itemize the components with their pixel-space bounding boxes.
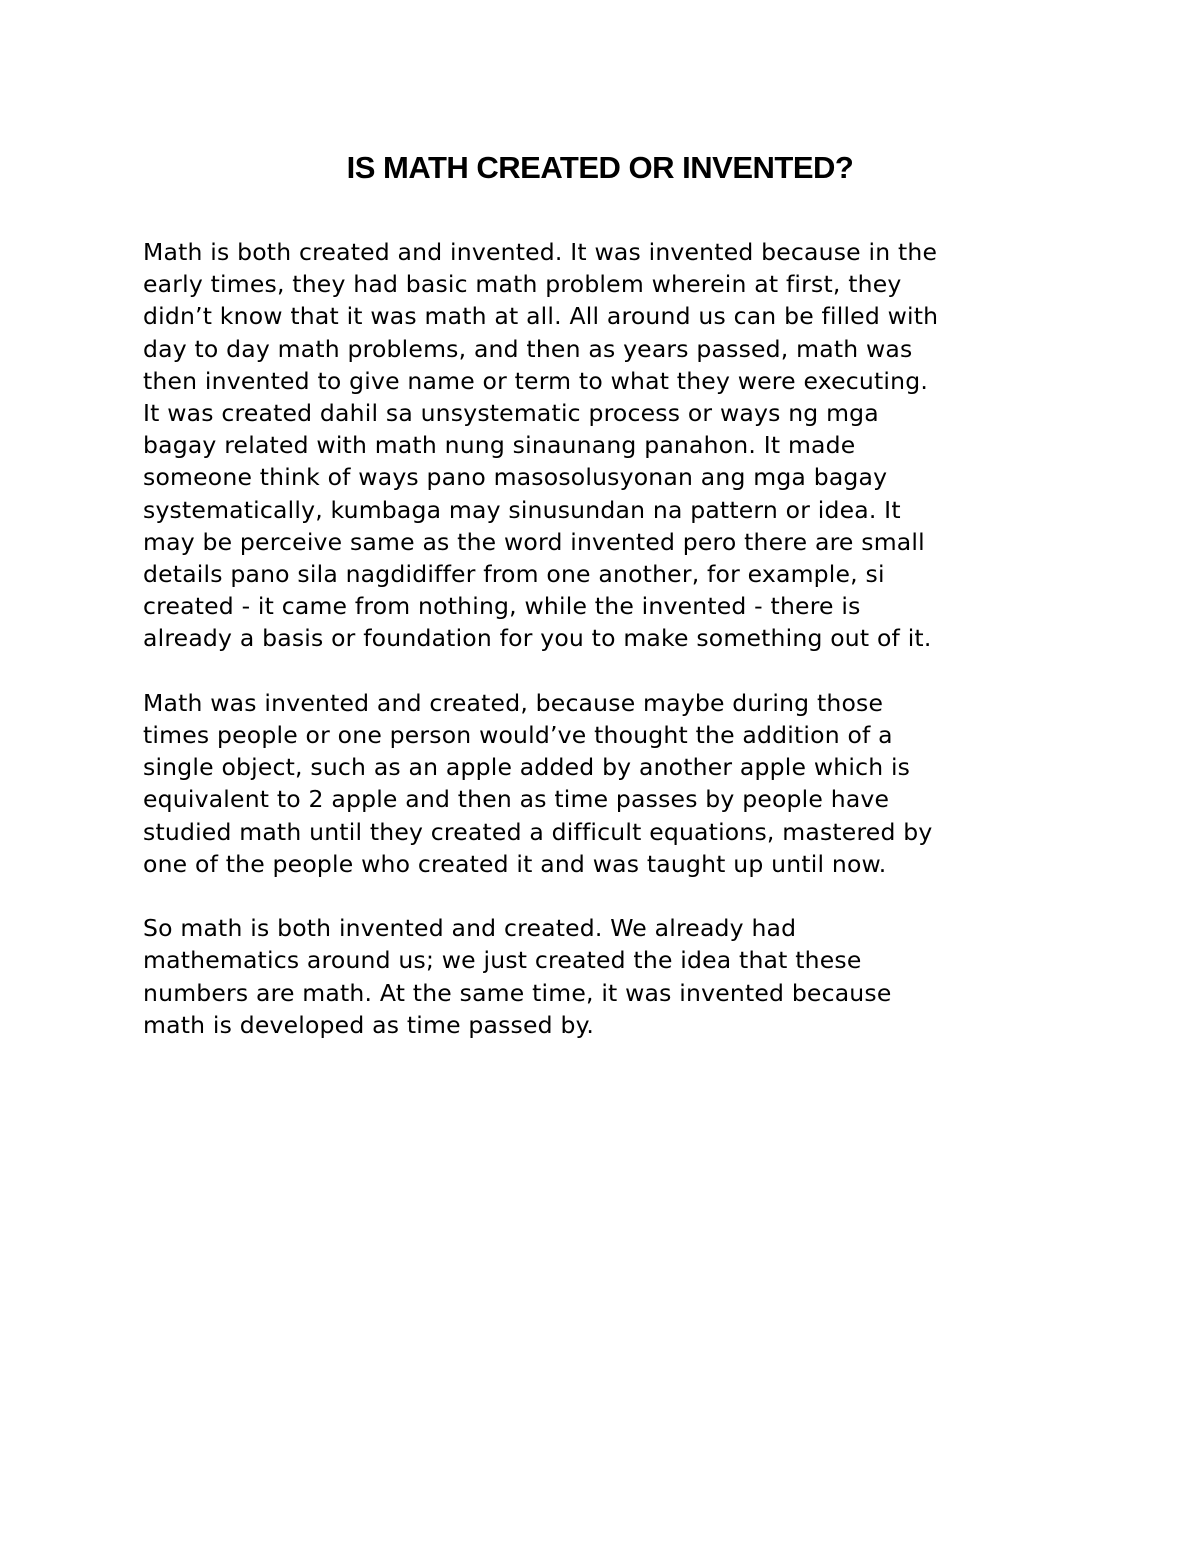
- text-line: numbers are math. At the same time, it was invented because: [143, 978, 892, 1007]
- text-line: So math is both invented and created. We already had: [143, 914, 797, 943]
- text-line: single object, such as an apple added by another apple which is: [143, 753, 911, 782]
- text-line: details pano sila nagdidiffer from one another, for example, si: [143, 560, 885, 589]
- text-line: then invented to give name or term to what they were executing.: [143, 366, 929, 395]
- text-line: mathematics around us; we just created the idea that these: [143, 946, 862, 975]
- text-line: one of the people who created it and was taught up until now.: [143, 849, 887, 878]
- text-line: someone think of ways pano masosolusyonan ang mga bagay: [143, 463, 888, 492]
- paragraph-1: [143, 236, 1073, 655]
- text-line: didn’t know that it was math at all. All around us can be filled with: [143, 302, 939, 331]
- text-line: already a basis or foundation for you to make something out of it.: [143, 624, 932, 653]
- text-line: may be perceive same as the word invented pero there are small: [143, 527, 925, 556]
- text-line: created - it came from nothing, while the invented - there is: [143, 592, 861, 621]
- text-line: times people or one person would’ve thought the addition of a: [143, 721, 893, 750]
- text-line: math is developed as time passed by.: [143, 1010, 594, 1039]
- text-line: Math is both created and invented. It was invented because in the: [143, 238, 938, 266]
- text-line: Math was invented and created, because maybe during those: [143, 688, 884, 717]
- text-line: bagay related with math nung sinaunang panahon. It made: [143, 431, 856, 460]
- text-line: day to day math problems, and then as years passed, math was: [143, 334, 913, 363]
- document-title: IS MATH CREATED OR INVENTED?: [346, 150, 854, 185]
- document-body: [143, 236, 1073, 1073]
- paragraph-3: [143, 912, 1073, 1041]
- text-line: It was created dahil sa unsystematic process or ways ng mga: [143, 399, 879, 428]
- text-line: systematically, kumbaga may sinusundan na pattern or idea. It: [143, 495, 901, 524]
- text-line: equivalent to 2 apple and then as time passes by people have: [143, 785, 890, 814]
- text-line: studied math until they created a difficult equations, mastered by: [143, 817, 933, 846]
- paragraph-2: [143, 687, 1073, 880]
- text-line: early times, they had basic math problem wherein at first, they: [143, 270, 902, 299]
